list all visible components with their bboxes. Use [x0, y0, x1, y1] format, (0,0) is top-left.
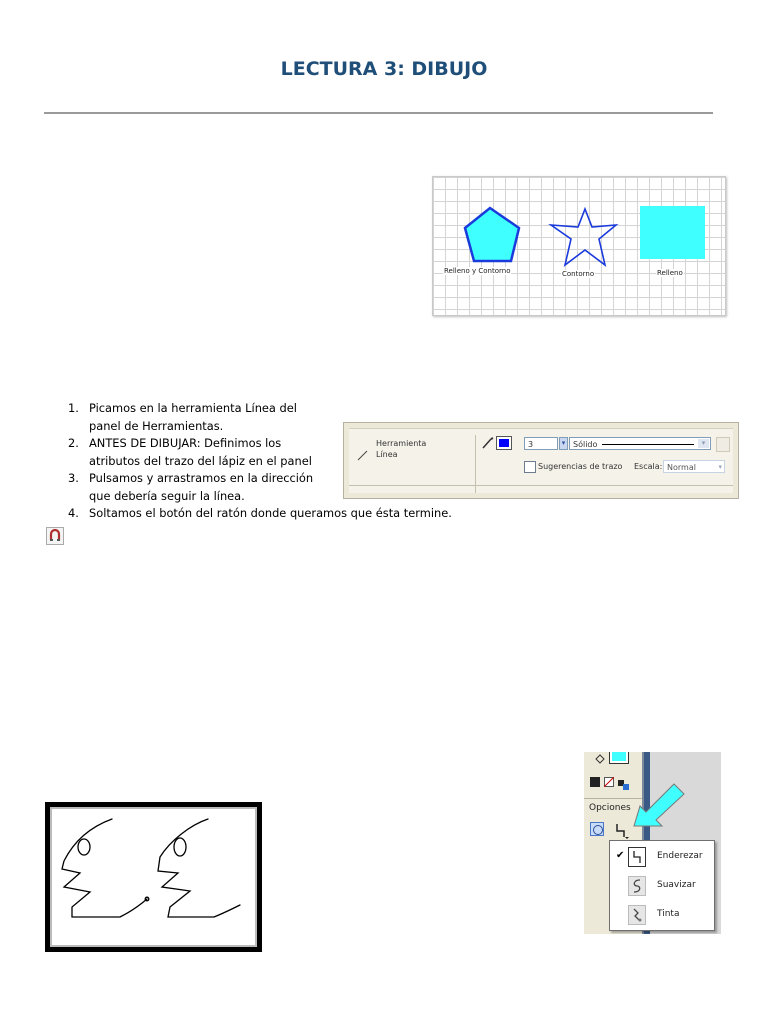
list-item: [60, 505, 480, 523]
stroke-style-preview: [602, 444, 694, 445]
pencil-icon: [482, 437, 494, 449]
snap-magnet-icon: [46, 527, 64, 545]
straighten-icon: [628, 847, 646, 867]
menu-item-straighten[interactable]: [610, 843, 714, 871]
tool-options-panel: [584, 752, 721, 934]
menu-item-label: Tinta: [657, 909, 680, 919]
caption-fill: Relleno: [657, 269, 683, 277]
custom-stroke-button[interactable]: [716, 437, 730, 452]
step-text: Soltamos el botón del ratón donde queramos que ésta termine.: [89, 506, 452, 520]
fill-bucket-icon: [594, 753, 606, 765]
step-number: 1.: [68, 401, 79, 415]
stroke-hints-label: Sugerencias de trazo: [538, 462, 623, 471]
options-label: Opciones: [589, 803, 631, 813]
rectangle-shape: [640, 206, 705, 259]
eye-left: [78, 839, 90, 855]
menu-item-smooth[interactable]: [610, 872, 714, 900]
black-white-icon[interactable]: [590, 777, 600, 787]
straighten-mode-icon[interactable]: [614, 822, 630, 840]
scale-label: Escala:: [634, 462, 663, 471]
properties-panel: [343, 422, 739, 499]
fill-color-swatch[interactable]: [609, 752, 629, 764]
shapes-illustration: [433, 177, 725, 315]
tool-name-line2: Línea: [376, 450, 398, 459]
menu-item-label: Enderezar: [657, 851, 703, 861]
chevron-down-icon: ▾: [698, 439, 709, 448]
caption-fill-and-stroke: Relleno y Contorno: [444, 267, 511, 275]
step-number: 2.: [68, 436, 79, 450]
ink-icon: [628, 905, 646, 925]
no-color-icon[interactable]: [604, 777, 614, 787]
eye-right: [174, 838, 186, 856]
star-shape: [551, 209, 616, 265]
stroke-width-dropdown-icon[interactable]: ▾: [559, 437, 568, 450]
step-text: atributos del trazo del lápiz en el panel: [89, 453, 312, 468]
stroke-style-value: Sólido: [573, 440, 598, 449]
step-text: Picamos en la herramienta Línea del: [89, 401, 297, 415]
panel-divider: [349, 485, 733, 486]
stroke-color-fill: [499, 439, 509, 447]
pentagon-shape: [465, 208, 519, 261]
mode-dropdown-menu: [609, 840, 715, 931]
step-text: panel de Herramientas.: [89, 418, 224, 433]
face-left: [62, 819, 147, 917]
callout-arrow-icon: [632, 780, 688, 828]
scale-select[interactable]: [663, 460, 725, 473]
title-divider: [44, 112, 713, 114]
object-drawing-glyph: [593, 825, 603, 835]
scale-value: Normal: [667, 463, 696, 472]
line-tool-icon: [357, 449, 369, 461]
face-right: [158, 819, 240, 917]
step-text: que debería seguir la línea.: [89, 488, 245, 503]
object-drawing-icon[interactable]: [590, 822, 604, 836]
step-text: ANTES DE DIBUJAR: Definimos los: [89, 436, 282, 450]
stroke-style-select[interactable]: [569, 437, 711, 450]
stroke-width-field[interactable]: 3: [524, 437, 558, 450]
caption-stroke: Contorno: [562, 270, 595, 278]
shapes-figure: [432, 176, 726, 316]
page-title: LECTURA 3: DIBUJO: [280, 58, 488, 80]
smooth-icon: [628, 876, 646, 896]
menu-item-ink[interactable]: [610, 901, 714, 929]
freehand-faces-drawing: [50, 807, 253, 943]
sketch-faces-figure: [45, 802, 262, 952]
step-number: 3.: [68, 471, 79, 485]
menu-item-label: Suavizar: [657, 880, 696, 890]
check-icon: ✔: [616, 850, 625, 861]
stroke-color-swatch[interactable]: [496, 436, 512, 450]
fill-color-value: [612, 752, 626, 761]
step-text: Pulsamos y arrastramos en la dirección: [89, 471, 314, 485]
chevron-down-icon: ▾: [718, 463, 722, 471]
step-number: 4.: [68, 506, 79, 520]
swap-colors-icon[interactable]: [618, 777, 630, 787]
tool-name-line1: Herramienta: [376, 439, 427, 448]
stroke-hints-checkbox[interactable]: [524, 461, 536, 473]
